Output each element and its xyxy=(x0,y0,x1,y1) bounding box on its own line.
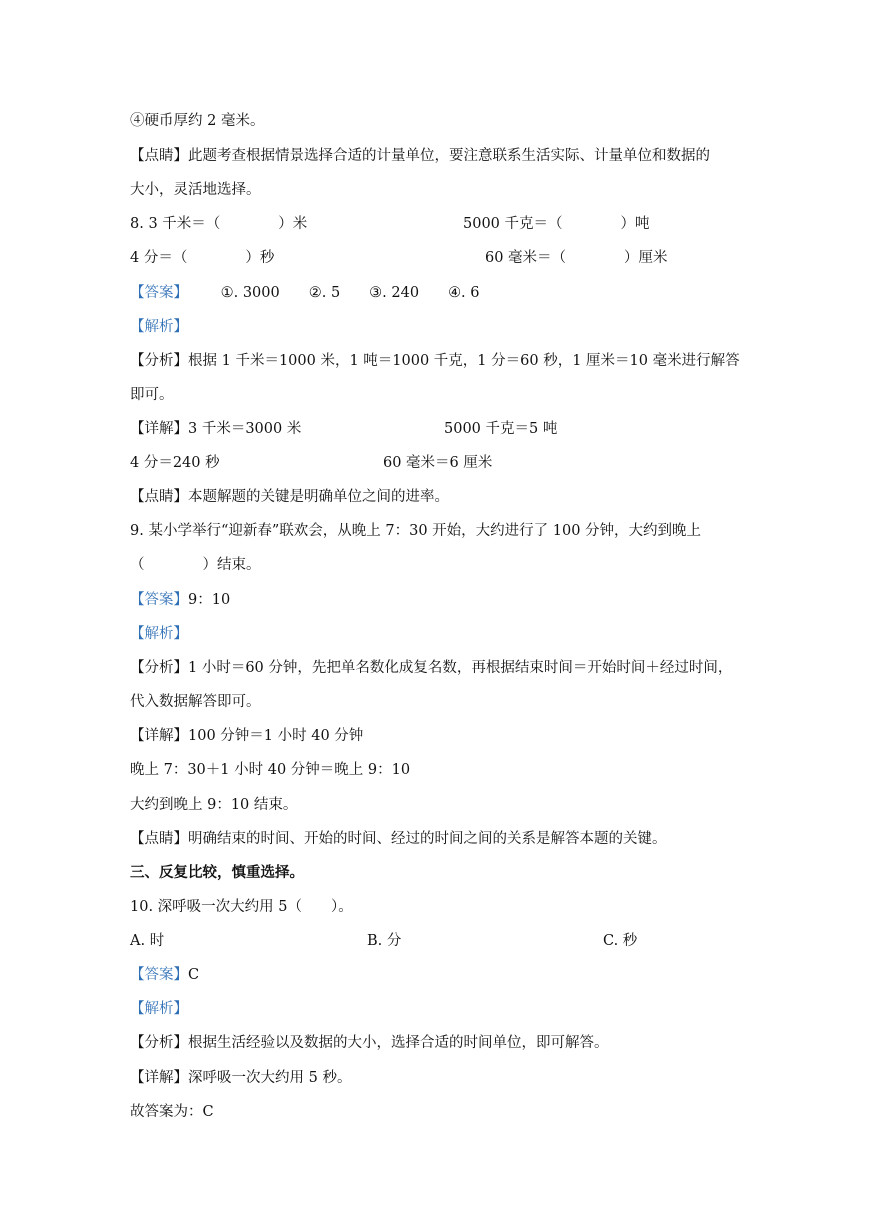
xiangjie-8-item-a: 【详解】3 千米＝3000 米 xyxy=(130,421,302,437)
analysis-label-10: 【解析】 xyxy=(130,1001,188,1017)
answer-10 xyxy=(130,965,199,985)
text-line-dianjing-7-cont: 大小，灵活地选择。 xyxy=(130,182,261,198)
fenxi-8-line-1: 【分析】根据 1 千米＝1000 米，1 吨＝1000 千克，1 分＝60 秒，1 厘米＝10 毫米进行解答 xyxy=(130,353,740,369)
question-8-item-c: 4 分＝（ ）秒 xyxy=(130,250,275,266)
xiangjie-9-line-1: 【详解】100 分钟＝1 小时 40 分钟 xyxy=(130,728,364,744)
xiangjie-8-item-d: 60 毫米＝6 厘米 xyxy=(383,455,493,471)
answer-9-value: 9：10 xyxy=(188,592,231,608)
fenxi-10: 【分析】根据生活经验以及数据的大小，选择合适的时间单位，即可解答。 xyxy=(130,1035,609,1051)
analysis-label-9: 【解析】 xyxy=(130,626,188,642)
dianjing-9: 【点睛】明确结束的时间、开始的时间、经过的时间之间的关系是解答本题的关键。 xyxy=(130,831,667,847)
fenxi-9-line-2: 代入数据解答即可。 xyxy=(130,694,261,710)
option-b: B. 分 xyxy=(367,933,402,949)
xiangjie-8-item-c: 4 分＝240 秒 xyxy=(130,455,220,471)
xiangjie-8-item-b: 5000 千克＝5 吨 xyxy=(444,421,558,437)
question-8-item-b: 5000 千克＝（ ）吨 xyxy=(463,216,650,232)
answer-9 xyxy=(130,590,230,610)
xiangjie-9-line-3: 大约到晚上 9：10 结束。 xyxy=(130,797,298,813)
question-9-line-1: 9. 某小学举行“迎新春”联欢会，从晚上 7：30 开始，大约进行了 100 分钟，大约到晚上 xyxy=(130,523,702,539)
option-a: A. 时 xyxy=(130,933,165,949)
answer-10-value: C xyxy=(188,967,200,983)
xiangjie-9-line-2: 晚上 7：30＋1 小时 40 分钟＝晚上 9：10 xyxy=(130,762,411,778)
option-c: C. 秒 xyxy=(603,933,638,949)
question-8-item-d: 60 毫米＝（ ）厘米 xyxy=(485,250,668,266)
question-8-item-a: 8. 3 千米＝（ ）米 xyxy=(130,216,308,232)
dianjing-8: 【点睛】本题解题的关键是明确单位之间的进率。 xyxy=(130,489,449,505)
analysis-label-8: 【解析】 xyxy=(130,319,188,335)
text-line-coin-thickness: ④硬币厚约 2 毫米。 xyxy=(130,113,265,129)
xiangjie-10: 【详解】深呼吸一次大约用 5 秒。 xyxy=(130,1070,352,1086)
text-line-dianjing-7: 【点睛】此题考查根据情景选择合适的计量单位，要注意联系生活实际、计量单位和数据的 xyxy=(130,148,710,164)
answer-label: 【答案】 xyxy=(130,592,188,608)
section-3-heading: 三、反复比较，慎重选择。 xyxy=(130,864,304,881)
answer-8-values: ①. 3000 ②. 5 ③. 240 ④. 6 xyxy=(220,285,480,301)
question-9-line-2: （ ）结束。 xyxy=(130,557,261,573)
final-answer-10: 故答案为：C xyxy=(130,1104,214,1120)
answer-label: 【答案】 xyxy=(130,285,188,301)
answer-label: 【答案】 xyxy=(130,967,188,983)
fenxi-8-line-2: 即可。 xyxy=(130,387,174,403)
answer-8 xyxy=(130,283,480,303)
question-10: 10. 深呼吸一次大约用 5（ ）。 xyxy=(130,899,353,915)
fenxi-9-line-1: 【分析】1 小时＝60 分钟，先把单名数化成复名数，再根据结束时间＝开始时间＋经过时间， xyxy=(130,660,733,676)
